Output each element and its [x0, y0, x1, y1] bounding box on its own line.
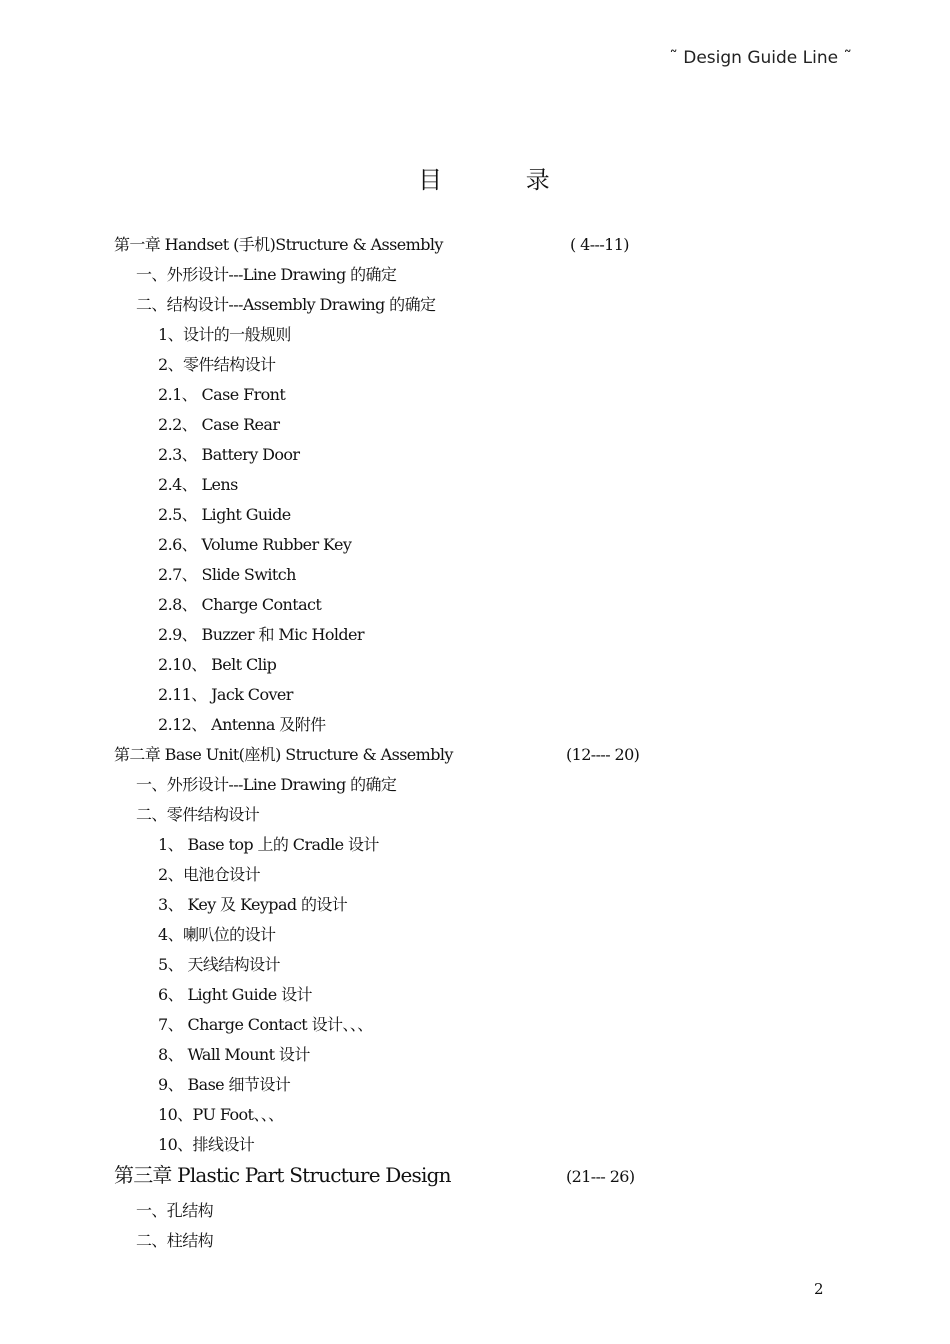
toc-entry: 1、 Base top 上的 Cradle 设计 — [158, 835, 379, 854]
page-title: 目 录 — [418, 166, 588, 194]
toc-entry: 一、外形设计---Line Drawing 的确定 — [136, 775, 397, 794]
toc-entry: 5、 天线结构设计 — [158, 955, 280, 974]
toc-entry: 2.6、 Volume Rubber Key — [158, 535, 352, 554]
toc-entry: 二、柱结构 — [136, 1231, 214, 1250]
toc-entry: 一、外形设计---Line Drawing 的确定 — [136, 265, 397, 284]
toc-entry: 二、结构设计---Assembly Drawing 的确定 — [136, 295, 436, 314]
toc-page-range: (12---- 20) — [566, 745, 640, 764]
toc-entry: 二、零件结构设计 — [136, 805, 260, 824]
toc-entry: 2.2、 Case Rear — [158, 415, 280, 434]
toc-entry: 2.4、 Lens — [158, 475, 238, 494]
toc-entry: 2.9、 Buzzer 和 Mic Holder — [158, 625, 364, 644]
toc-entry: 2.12、 Antenna 及附件 — [158, 715, 326, 734]
toc-entry: 2.11、 Jack Cover — [158, 685, 293, 704]
toc-chapter-entry: 第三章 Plastic Part Structure Design — [114, 1163, 451, 1187]
toc-entry: 7、 Charge Contact 设计、、、 — [158, 1015, 373, 1034]
toc-entry: 6、 Light Guide 设计 — [158, 985, 312, 1004]
toc-entry: 2.8、 Charge Contact — [158, 595, 322, 614]
toc-chapter-entry: 第一章 Handset (手机)Structure & Assembly — [114, 235, 443, 254]
toc-entry: 2.5、 Light Guide — [158, 505, 291, 524]
toc-entry: 2、零件结构设计 — [158, 355, 276, 374]
toc-entry: 10、排线设计 — [158, 1135, 255, 1154]
toc-entry: 2.7、 Slide Switch — [158, 565, 296, 584]
toc-page-range: (21--- 26) — [566, 1167, 635, 1186]
toc-entry: 10、PU Foot、、、 — [158, 1105, 284, 1124]
toc-page-range: ( 4---11) — [570, 235, 629, 254]
toc-entry: 8、 Wall Mount 设计 — [158, 1045, 310, 1064]
toc-entry: 2.1、 Case Front — [158, 385, 286, 404]
running-header: ˜ Design Guide Line ˜ — [669, 48, 852, 68]
toc-entry: 9、 Base 细节设计 — [158, 1075, 291, 1094]
toc-entry: 2.3、 Battery Door — [158, 445, 300, 464]
toc-entry: 一、孔结构 — [136, 1201, 214, 1220]
toc-entry: 2、电池仓设计 — [158, 865, 260, 884]
toc-entry: 2.10、 Belt Clip — [158, 655, 277, 674]
toc-entry: 4、喇叭位的设计 — [158, 925, 276, 944]
page-number: 2 — [814, 1280, 824, 1298]
toc-entry: 1、设计的一般规则 — [158, 325, 291, 344]
toc-entry: 3、 Key 及 Keypad 的设计 — [158, 895, 348, 914]
toc-chapter-entry: 第二章 Base Unit(座机) Structure & Assembly — [114, 745, 453, 764]
